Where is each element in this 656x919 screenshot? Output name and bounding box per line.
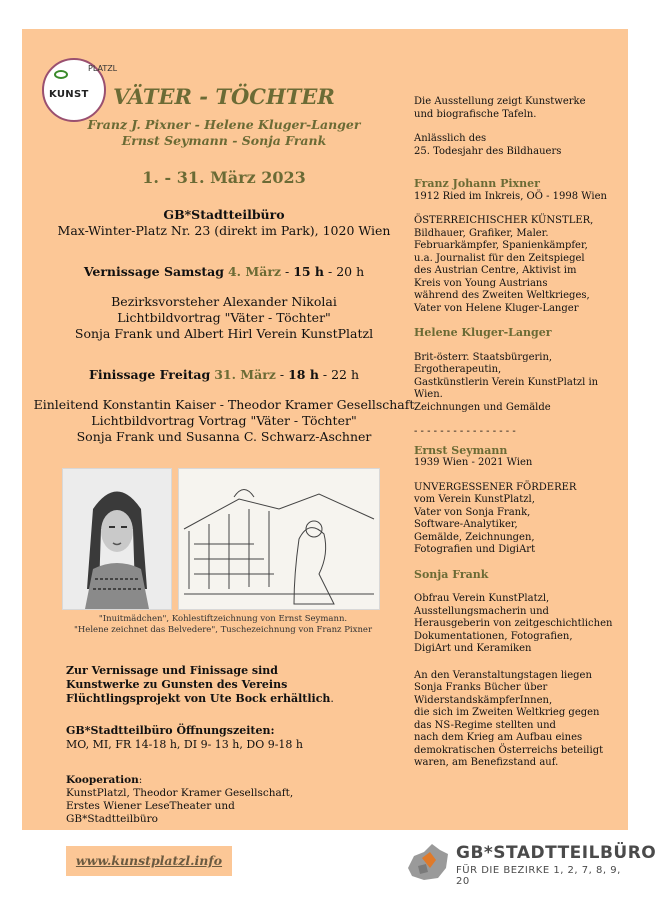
logo-text-platzl: PLATZL — [88, 64, 118, 73]
pixner-line: 1912 Ried im Inkreis, OÖ - 1998 Wien — [414, 190, 607, 202]
vernissage-line: Bezirksvorsteher Alexander Nikolai — [111, 294, 337, 309]
vernissage-start: 15 h — [293, 264, 325, 279]
gb-stadtteilbuero-logo — [404, 838, 656, 887]
cooperation-heading — [66, 774, 293, 787]
frank-line: Sonja Franks Bücher über — [414, 682, 548, 693]
vernissage-sep: - — [281, 264, 294, 279]
right-column — [414, 96, 624, 770]
vernissage-heading — [22, 264, 426, 280]
website-link[interactable]: www.kunstplatzl.info — [66, 846, 232, 876]
finissage-block — [22, 367, 426, 445]
belvedere-sketch — [178, 468, 380, 610]
finissage-date: 31. März — [214, 367, 276, 382]
cooperation-line: GB*Stadtteilbüro — [66, 813, 158, 825]
pixner-line: des Austrian Centre, Aktivist im — [414, 265, 577, 276]
finissage-line: Lichtbildvortrag Vortrag "Väter - Töchter" — [91, 413, 357, 428]
frank-line: waren, am Benefizstand auf. — [414, 757, 559, 768]
pixner-line: Februarkämpfer, Spanienkämpfer, — [414, 240, 588, 251]
seymann-line: Vater von Sonja Frank, — [414, 506, 531, 518]
venue-block — [22, 207, 426, 239]
authors-line: Franz J. Pixner - Helene Kluger-Langer — [87, 117, 361, 132]
finissage-heading — [22, 367, 426, 383]
finissage-sep: - — [275, 367, 289, 382]
pixner-line: u.a. Journalist für den Zeitspiegel — [414, 252, 585, 264]
seymann-line: UNVERGESSENER FÖRDERER — [414, 481, 577, 493]
kluger-line: Ergotherapeutin, — [414, 364, 502, 375]
cooperation-colon: : — [138, 774, 143, 786]
frank-line: das NS-Regime stellten und — [414, 719, 556, 731]
notice-line: Kunstwerke zu Gunsten des Vereins — [66, 678, 288, 691]
logo-text-kunst: KUNST — [49, 89, 89, 100]
finissage-line: Sonja Frank und Susanna C. Schwarz-Aschner — [76, 429, 372, 444]
caption-line: "Helene zeichnet das Belvedere", Tuschezeichnung von Franz Pixner — [73, 625, 373, 635]
frank-line: An den Veranstaltungstagen liegen — [414, 669, 592, 681]
exhibition-dates: 1. - 31. März 2023 — [142, 168, 306, 187]
authors-line: Ernst Seymann - Sonja Frank — [121, 133, 327, 148]
vernissage-line: Lichtbildvortrag "Väter - Töchter" — [117, 310, 331, 325]
artwork-caption — [62, 614, 384, 636]
authors — [22, 117, 426, 149]
seymann-line: Software-Analytiker, — [414, 519, 518, 530]
notice-line — [66, 692, 334, 706]
frank-line: die sich im Zweiten Weltkrieg gegen — [414, 707, 600, 718]
seymann-line: Fotografien und DigiArt — [414, 544, 536, 555]
poster-title: VÄTER - TÖCHTER — [113, 84, 335, 109]
kluger-line: Brit-österr. Staatsbürgerin, — [414, 351, 553, 363]
cooperation-line: KunstPlatzl, Theodor Kramer Gesellschaft, — [66, 787, 294, 799]
notice-line: Zur Vernissage und Finissage sind — [66, 664, 278, 677]
cooperation-line: Erstes Wiener LeseTheater und — [66, 800, 235, 812]
vienna-map-icon — [404, 838, 452, 886]
sales-notice — [66, 664, 334, 706]
gb-subtitle: FÜR DIE BEZIRKE 1, 2, 7, 8, 9, 20 — [456, 865, 621, 887]
gb-title: GB*STADTTEILBÜRO — [456, 843, 656, 863]
frank-line: DigiArt und Keramiken — [414, 643, 532, 654]
frank-line: Dokumentationen, Fotografien, — [414, 630, 573, 642]
kluger-line: Zeichnungen und Gemälde — [414, 401, 551, 413]
vernissage-block — [22, 264, 426, 342]
frank-line: Herausgeberin von zeitgeschichtlichen — [414, 618, 613, 629]
vernissage-date: 4. März — [227, 264, 282, 279]
venue-address: Max-Winter-Platz Nr. 23 (direkt im Park), 1020 Wien — [57, 223, 391, 238]
seymann-line: 1939 Wien - 2021 Wien — [414, 457, 533, 468]
kluger-line: Gastkünstlerin Verein KunstPlatzl in Wien. — [414, 376, 599, 400]
inuit-girl-drawing — [62, 468, 172, 610]
seymann-line: vom Verein KunstPlatzl, — [414, 494, 535, 505]
anniversary-line: Anlässlich des — [414, 133, 487, 144]
caption-line: "Inuitmädchen", Kohlestiftzeichnung von Ernst Seymann. — [98, 614, 348, 624]
finissage-end: - 22 h — [318, 367, 360, 382]
intro-line: und biografische Tafeln. — [414, 108, 537, 120]
section-divider: - - - - - - - - - - - - - - - - — [414, 426, 516, 437]
eye-icon — [54, 70, 68, 79]
hours-title: GB*Stadtteilbüro Öffnungszeiten: — [66, 724, 275, 737]
seymann-line: Gemälde, Zeichnungen, — [414, 531, 535, 543]
finissage-line: Einleitend Konstantin Kaiser - Theodor Kramer Gesellschaft — [33, 397, 415, 412]
frank-line: nach dem Krieg am Aufbau eines — [414, 732, 583, 743]
pixner-line: Bildhauer, Grafiker, Maler. — [414, 227, 549, 239]
opening-hours — [66, 724, 303, 752]
notice-period: . — [330, 692, 334, 705]
finissage-label: Finissage Freitag — [88, 367, 211, 382]
hours-text: MO, MI, FR 14-18 h, DI 9- 13 h, DO 9-18 h — [66, 738, 303, 751]
pixner-name: Franz Johann Pixner — [414, 177, 540, 190]
frank-name: Sonja Frank — [414, 567, 489, 581]
kluger-name: Helene Kluger-Langer — [414, 326, 552, 339]
pixner-line: Kreis von Young Austrians — [414, 277, 548, 289]
vernissage-end: - 20 h — [324, 264, 365, 279]
pixner-line: Vater von Helene Kluger-Langer — [414, 302, 579, 314]
pixner-line: während des Zweiten Weltkrieges, — [414, 290, 590, 301]
vernissage-label: Vernissage Samstag — [83, 264, 224, 279]
frank-line: Ausstellungsmacherin und — [414, 605, 549, 617]
vernissage-line: Sonja Frank und Albert Hirl Verein KunstPlatzl — [74, 326, 374, 341]
cooperation-title: Kooperation — [66, 774, 139, 786]
venue-name: GB*Stadtteilbüro — [163, 207, 285, 222]
notice-line-text: Flüchtlingsprojekt von Ute Bock erhältlich — [66, 692, 331, 705]
frank-line: Obfrau Verein KunstPlatzl, — [414, 593, 550, 604]
cooperation — [66, 774, 293, 826]
seymann-name: Ernst Seymann — [414, 443, 508, 457]
pixner-line: ÖSTERREICHISCHER KÜNSTLER, — [414, 215, 594, 226]
frank-line: demokratischen Österreichs beteiligt — [414, 744, 604, 756]
intro-line: Die Ausstellung zeigt Kunstwerke — [414, 96, 586, 107]
frank-line: WiderstandskämpferInnen, — [414, 694, 553, 706]
anniversary-line: 25. Todesjahr des Bildhauers — [414, 145, 562, 157]
finissage-start: 18 h — [288, 367, 319, 382]
